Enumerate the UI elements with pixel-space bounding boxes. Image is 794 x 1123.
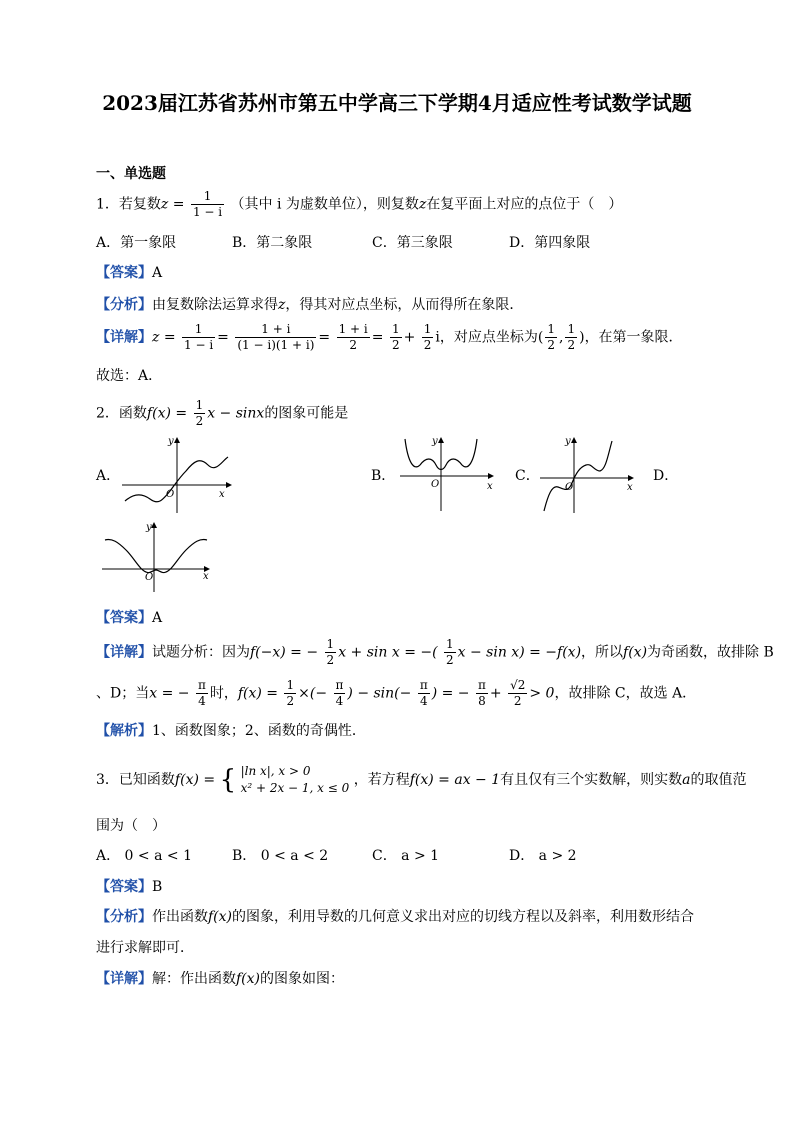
q1-option-d: D．第四象限 (509, 235, 591, 251)
q1-option-b: B．第二象限 (232, 235, 313, 251)
q2-detail-line2: 、D；当x = − $\frac{\pi}{4}$ 时，f(x) = $\frac{1}{2}$ ×(− $\frac{\pi}{4}$ ) − sin(− $\frac{\pi}{4}$ ) = − $\frac{\pi}{8}$ + $\frac{√2}{2}$ > 0，故排除 C，故选 A． (96, 678, 697, 708)
q2-explain: 【解析】1、函数图象；2、函数的奇偶性． (96, 723, 366, 739)
q2-answer: 【答案】A (96, 610, 163, 626)
q3-option-c: C． a > 1 (372, 848, 440, 864)
q2-graph-d-x-label: x (203, 571, 209, 582)
q2-graph-d (100, 520, 216, 594)
q2-graph-a-origin-label: O (166, 489, 175, 500)
q3-option-d: D． a > 2 (509, 848, 577, 864)
q1-option-c: C．第三象限 (372, 235, 453, 251)
q2-option-a-label: A． (96, 468, 121, 484)
q2-graph-d-y-label: y (146, 522, 152, 533)
q2-option-c-label: C． (515, 468, 540, 484)
q3-stem-line2: 围为（ ） (96, 818, 166, 834)
q3-option-b: B． 0 < a < 2 (232, 848, 329, 864)
q2-stem: 2．函数f(x) = $\frac{1}{2}$ x − sinx的图象可能是 (96, 398, 349, 428)
q3-case1: |ln x|, x > 0 (240, 764, 311, 778)
q1-conclusion: 故选：A． (96, 368, 163, 384)
q3-case2: x² + 2x − 1, x ≤ 0 (240, 781, 350, 795)
q2-graph-c (538, 435, 638, 515)
q2-graph-a-y-label: y (168, 436, 174, 447)
q3-detail: 【详解】解：作出函数f(x)的图象如图： (96, 971, 345, 987)
q2-graph-c-x-label: x (627, 482, 633, 493)
q3-answer: 【答案】B (96, 879, 163, 895)
q2-graph-a-x-label: x (219, 489, 225, 500)
q3-analysis-line2: 进行求解即可． (96, 940, 194, 956)
q2-graph-b (398, 435, 498, 515)
q1-answer: 【答案】A (96, 265, 163, 281)
q3-stem: 3．已知函数f(x) = { |ln x|, x > 0 x² + 2x − 1, x ≤ 0 ，若方程f(x) = ax − 1有且仅有三个实数解，则实数a的取值范 (96, 764, 747, 795)
q1-detail: 【详解】z = $\frac{1}{1 - i}$ = $\frac{1 + i}{(1 - i)(1 + i)}$ = $\frac{1 + i}{2}$ = $\frac{1}{2}$ + $\frac{1}{2}$ i，对应点坐标为( $\frac{1}{2}$ , $\frac{1}{2}$ )，在第一象限． (96, 322, 683, 352)
q2-graph-d-origin-label: O (145, 572, 154, 583)
q3-analysis: 【分析】作出函数f(x)的图象，利用导数的几何意义求出对应的切线方程以及斜率，利用数形结合 (96, 909, 695, 925)
q2-graph-c-y-label: y (565, 436, 571, 447)
q1-analysis: 【分析】由复数除法运算求得z，得其对应点坐标，从而得所在象限． (96, 297, 524, 313)
q1-stem: 1．若复数z = $\frac{1}{1 - i}$ （其中 i 为虚数单位），则复数z在复平面上对应的点位于（ ） (96, 189, 623, 219)
q2-graph-b-x-label: x (487, 481, 493, 492)
q2-detail-line1: 【详解】试题分析：因为f(−x) = − $\frac{1}{2}$ x + sin x = −( $\frac{1}{2}$ x − sin x) = −f(x)，所以f(x)为奇函数，故排除 B (96, 637, 774, 667)
q2-option-d-label: D． (653, 468, 679, 484)
section-heading: 一、单选题 (96, 166, 166, 182)
q2-option-b-label: B． (371, 468, 396, 484)
page-title: 2023届江苏省苏州市第五中学高三下学期4月适应性考试数学试题 (102, 91, 692, 115)
q2-graph-b-origin-label: O (431, 479, 440, 490)
q2-graph-c-origin-label: O (565, 482, 574, 493)
q1-option-a: A．第一象限 (96, 235, 177, 251)
q2-graph-b-y-label: y (432, 436, 438, 447)
q3-option-a: A． 0 < a < 1 (96, 848, 192, 864)
q2-graph-a (120, 435, 238, 515)
